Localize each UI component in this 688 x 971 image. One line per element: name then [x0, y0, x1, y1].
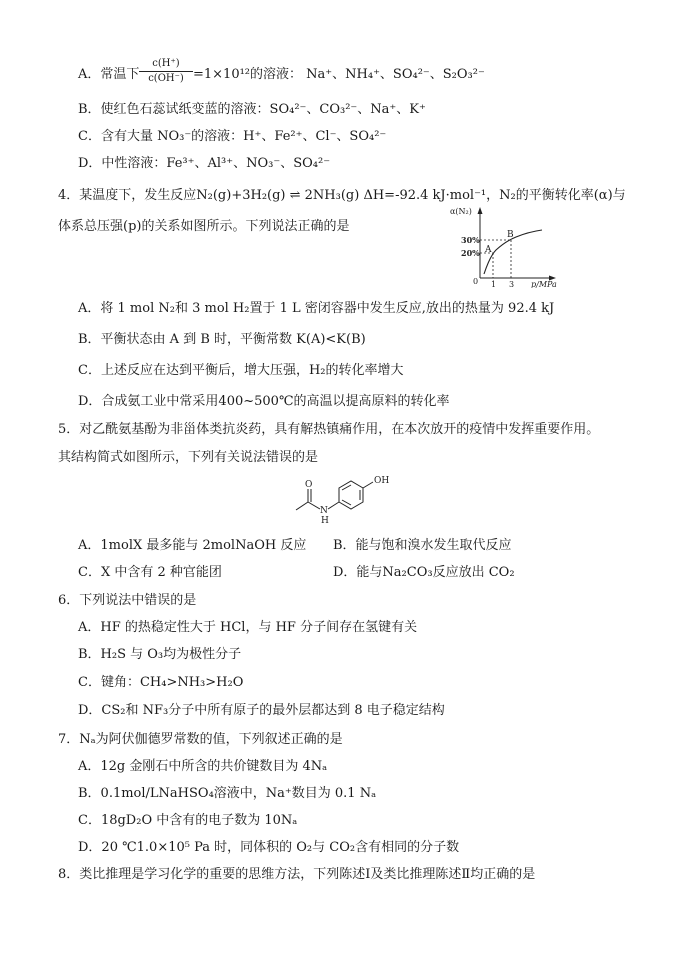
q3-option-a-fraction — [139, 58, 193, 85]
y-axis-arrow — [478, 207, 483, 214]
q7-option-c: C．18gD₂O 中含有的电子数为 10Nₐ — [78, 813, 298, 828]
q4-option-d: D．合成氨工业中常采用400~500℃的高温以提高原料的转化率 — [78, 394, 450, 409]
origin-label: 0 — [473, 277, 479, 286]
fraction-bar — [139, 71, 193, 72]
q3-option-a-suffix: =1×10¹²的溶液： Na⁺、NH₄⁺、SO₄²⁻、S₂O₃²⁻ — [193, 67, 485, 82]
bond-c-n — [308, 502, 320, 509]
q4-option-b: B．平衡状态由 A 到 B 时，平衡常数 K(A)<K(B) — [78, 332, 366, 347]
bond-n-ring — [328, 502, 339, 509]
q4-conversion-pressure-graph — [446, 204, 562, 288]
q5-option-a: A．1molX 最多能与 2molNaOH 反应 — [78, 538, 307, 553]
q4-option-c: C．上述反应在达到平衡后，增大压强，H₂的转化率增大 — [78, 363, 404, 378]
q5-option-c: C．X 中含有 2 种官能团 — [78, 565, 222, 580]
q6-option-a: A．HF 的热稳定性大于 HCl，与 HF 分子间存在氢键有关 — [78, 620, 418, 635]
q3-option-b: B．使红色石蕊试纸变蓝的溶液：SO₄²⁻、CO₃²⁻、Na⁺、K⁺ — [78, 102, 426, 117]
atom-o: O — [305, 480, 313, 490]
bond-c-oh — [363, 482, 373, 488]
q5-acetaminophen-structure — [290, 470, 396, 532]
fraction-denominator: c(OH⁻) — [148, 73, 184, 84]
q5-option-d: D．能与Na₂CO₃反应放出 CO₂ — [333, 565, 515, 580]
q4-option-a: A．将 1 mol N₂和 3 mol H₂置于 1 L 密闭容器中发生反应,放出的热量为 92.4 kJ — [78, 301, 555, 316]
q8-stem: 8．类比推理是学习化学的重要的思维方法，下列陈述Ⅰ及类比推理陈述Ⅱ均正确的是 — [58, 867, 536, 882]
x-axis-label: p/MPa — [531, 280, 557, 288]
x-tick-3: 3 — [509, 280, 515, 288]
q7-option-d: D．20 ℃1.0×10⁵ Pa 时，同体积的 O₂与 CO₂含有相同的分子数 — [78, 840, 460, 855]
q4-stem-line2: 体系总压强(p)的关系如图所示。下列说法正确的是 — [58, 219, 350, 234]
q5-stem-line1: 5．对乙酰氨基酚为非甾体类抗炎药，具有解热镇痛作用，在本次放开的疫情中发挥重要作用。 — [58, 422, 600, 437]
q5-stem-line2: 其结构简式如图所示，下列有关说法错误的是 — [58, 450, 319, 465]
point-b-label: B — [507, 230, 514, 240]
q5-option-b: B．能与饱和溴水发生取代反应 — [333, 538, 512, 553]
q3-option-d: D．中性溶液：Fe³⁺、Al³⁺、NO₃⁻、SO₄²⁻ — [78, 156, 331, 171]
point-a-label: A — [485, 245, 492, 255]
q7-option-b: B．0.1mol/LNaHSO₄溶液中，Na⁺数目为 0.1 Nₐ — [78, 786, 377, 801]
q6-option-b: B．H₂S 与 O₃均为极性分子 — [78, 647, 242, 662]
y-axis-label: α(N₂) — [450, 207, 472, 216]
q6-option-d: D．CS₂和 NF₃分子中所有原子的最外层都达到 8 电子稳定结构 — [78, 703, 445, 718]
fraction-numerator: c(H⁺) — [152, 58, 180, 69]
x-tick-1: 1 — [491, 280, 497, 288]
q6-option-c: C．键角：CH₄>NH₃>H₂O — [78, 675, 244, 690]
y-tick-20: 20% — [461, 248, 480, 258]
q3-option-c: C．含有大量 NO₃⁻的溶液：H⁺、Fe²⁺、Cl⁻、SO₄²⁻ — [78, 129, 387, 144]
y-tick-30: 30% — [461, 235, 480, 245]
q7-option-a: A．12g 金刚石中所含的共价键数目为 4Nₐ — [78, 759, 328, 774]
atom-h: H — [321, 516, 329, 526]
q4-stem-line1: 4．某温度下，发生反应N₂(g)+3H₂(g) ⇌ 2NH₃(g) ΔH=-92.4 kJ·mol⁻¹，N₂的平衡转化率(α)与 — [58, 188, 626, 203]
q7-stem: 7．Nₐ为阿伏伽德罗常数的值，下列叙述正确的是 — [58, 732, 343, 747]
atom-n: N — [320, 506, 328, 516]
q3-option-a-prefix: A．常温下 — [78, 67, 140, 82]
bond-methyl — [296, 502, 308, 510]
atom-oh: OH — [374, 476, 390, 486]
q6-stem: 6．下列说法中错误的是 — [58, 593, 197, 608]
